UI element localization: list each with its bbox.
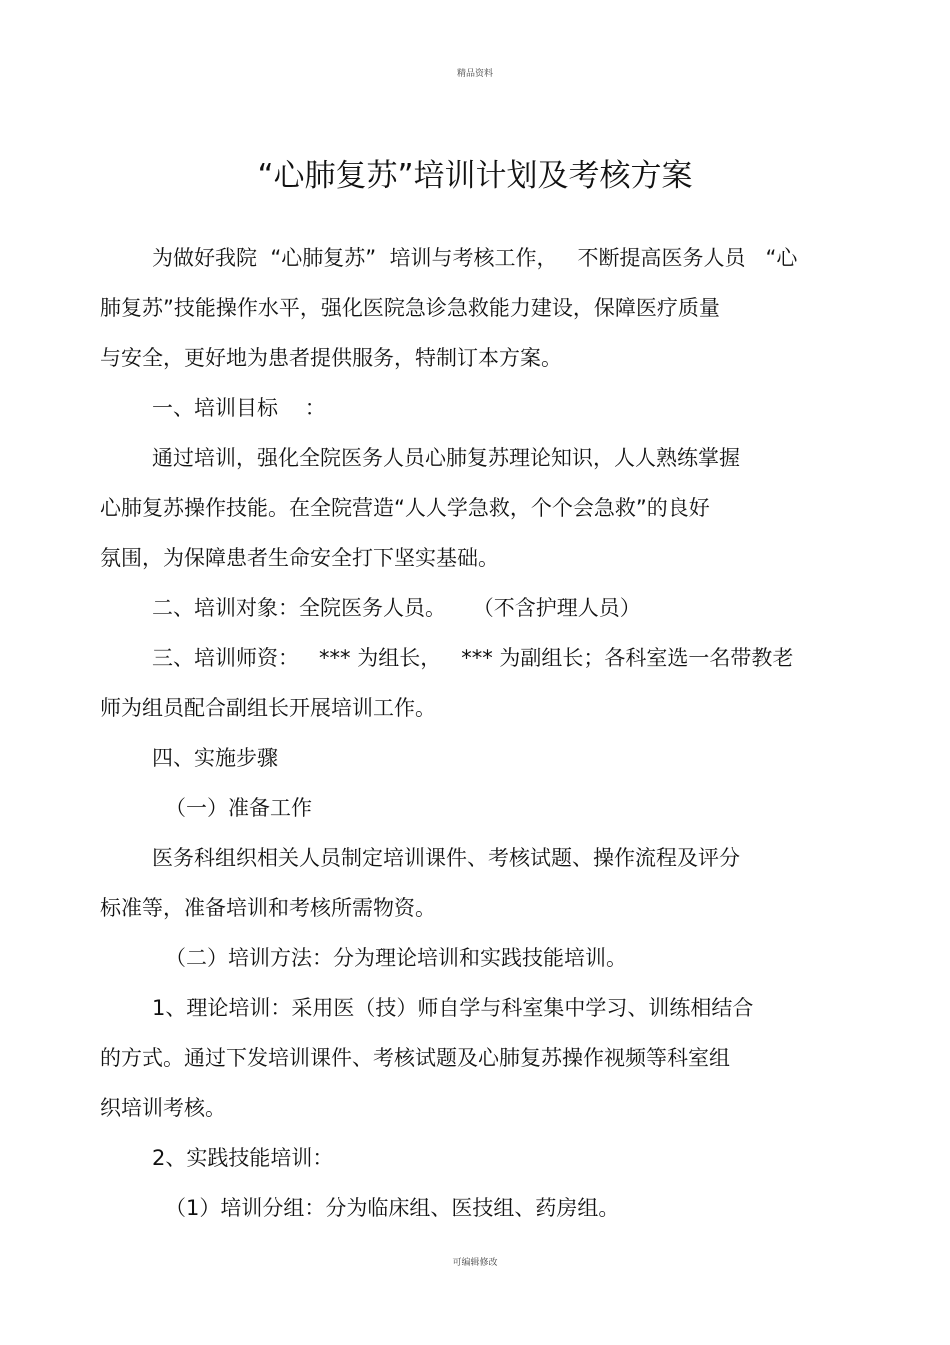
paragraph-line: 2、实践技能培训： [152, 1146, 334, 1170]
section-heading: 三、培训师资： *** 为组长， *** 为副组长；各科室选一名带教老 [152, 646, 794, 670]
subsection-heading: （二）培训方法：分为理论培训和实践技能培训。 [165, 946, 627, 970]
paragraph-line: 标准等，准备培训和考核所需物资。 [100, 896, 436, 920]
page-header: 精品资料 [456, 69, 493, 79]
paragraph-line: 为做好我院 “心肺复苏” 培训与考核工作， 不断提高医务人员 “心 [152, 246, 798, 270]
paragraph-line: 通过培训，强化全院医务人员心肺复苏理论知识，人人熟练掌握 [152, 446, 740, 470]
paragraph-line: 与安全，更好地为患者提供服务，特制订本方案。 [100, 346, 562, 370]
paragraph-line: 肺复苏”技能操作水平，强化医院急诊急救能力建设，保障医疗质量 [100, 296, 720, 320]
section-heading: 二、培训对象：全院医务人员。 （不含护理人员） [152, 596, 641, 620]
paragraph-line: 医务科组织相关人员制定培训课件、考核试题、操作流程及评分 [152, 846, 740, 870]
paragraph-line: 织培训考核。 [100, 1096, 226, 1120]
paragraph-line: 师为组员配合副组长开展培训工作。 [100, 696, 436, 720]
paragraph-line: （1）培训分组：分为临床组、医技组、药房组。 [165, 1196, 620, 1220]
document-title: “心肺复苏”培训计划及考核方案 [257, 158, 693, 194]
section-heading: 四、实施步骤 [152, 746, 278, 770]
paragraph-line: 1、理论培训：采用医（技）师自学与科室集中学习、训练相结合 [152, 996, 754, 1020]
page-footer: 可编辑修改 [452, 1258, 498, 1268]
section-heading: 一、培训目标 ： [152, 396, 326, 420]
paragraph-line: 的方式。通过下发培训课件、考核试题及心肺复苏操作视频等科室组 [100, 1046, 730, 1070]
subsection-heading: （一）准备工作 [165, 796, 312, 820]
paragraph-line: 心肺复苏操作技能。在全院营造“人人学急救，个个会急救”的良好 [100, 496, 710, 520]
paragraph-line: 氛围，为保障患者生命安全打下坚实基础。 [100, 546, 499, 570]
